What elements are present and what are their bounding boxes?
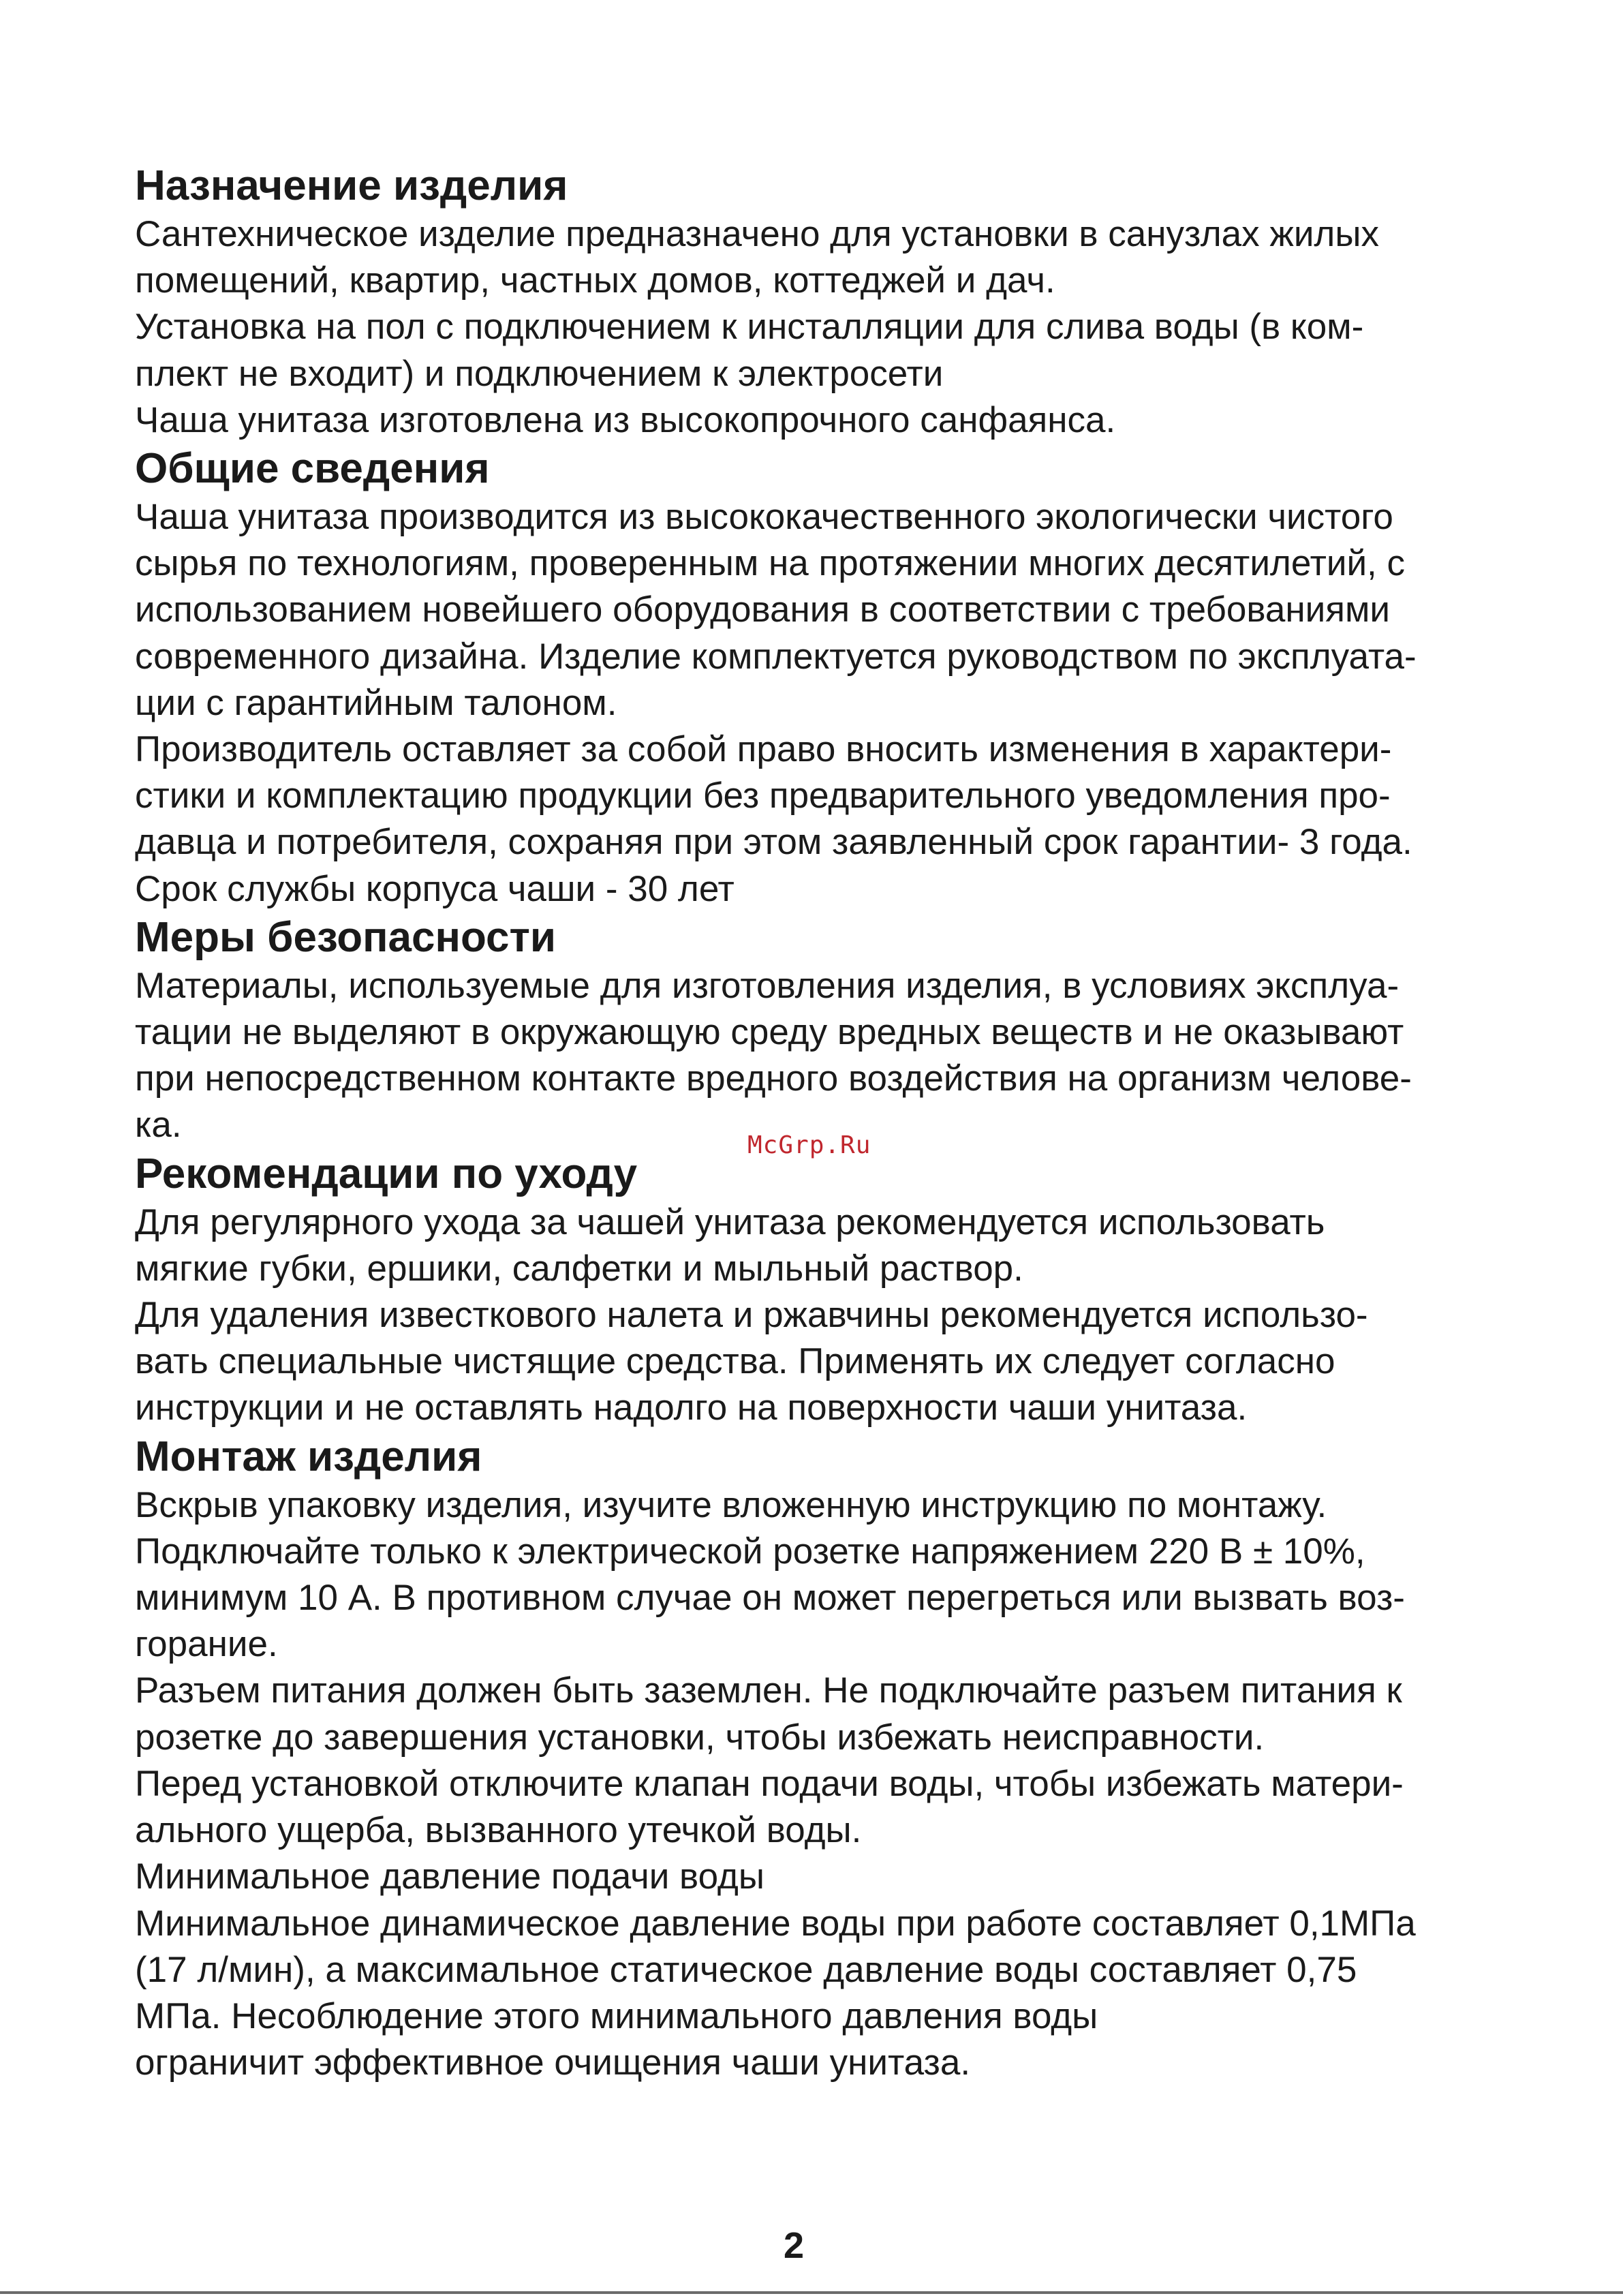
paragraph: Чаша унитаза изготовлена из высокопрочного санфаянса. [135,399,1116,440]
paragraph: Для регулярного ухода за чашей унитаза рекомендуется использовать мягкие губки, ершики, салфетки и мыльный раствор. [135,1201,1325,1289]
section-safety [135,913,1525,1149]
paragraph: Минимальное динамическое давление воды при работе составляет 0,1МПа (17 л/мин), а максимальное статическое давление воды составляет 0,75 МПа. Несоблюдение этого минимального давления воды ограничит эффективное очищения чаши унитаза. [135,1903,1416,2083]
section-title: Общие сведения [135,445,490,493]
section-title: Рекомендации по уходу [135,1150,638,1197]
paragraph: Чаша унитаза производится из высококачественного экологически чистого сырья по технологиям, проверенным на протяжении многих десятилетий, с использованием новейшего оборудования в соответствии с требованиями современного дизайна. Изделие комплектуется руководством по эксплуата- ции с гарантийным талоном. [135,497,1417,723]
paragraph: Разъем питания должен быть заземлен. Не подключайте разъем питания к розетке до завершения установки, чтобы избежать неисправности. [135,1670,1402,1758]
section-installation [135,1432,1525,2087]
section-title: Назначение изделия [135,162,568,209]
bottom-divider [0,2291,1623,2294]
paragraph: Производитель оставляет за собой право вносить изменения в характери- стики и комплектацию продукции без предварительного уведомления про- давца и потребителя, сохраняя при этом заявленный срок гарантии- 3 года. [135,729,1412,863]
paragraph: Материалы, используемые для изготовления изделия, в условиях эксплуа- тации не выделяют в окружающую среду вредных веществ и не оказывают при непосредственном контакте вредного воздействия на организм челове- ка. [135,965,1412,1146]
paragraph: Подключайте только к электрической розетке напряжением 220 В ± 10%, минимум 10 А. В противном случае он может перегреться или вызвать воз- горание. [135,1531,1405,1665]
section-title: Монтаж изделия [135,1433,482,1480]
document-body [135,161,1525,2086]
paragraph: Вскрыв упаковку изделия, изучите вложенную инструкцию по монтажу. [135,1484,1327,1525]
section-general-info [135,444,1525,913]
paragraph: Срок службы корпуса чаши - 30 лет [135,868,735,909]
paragraph: Минимальное давление подачи воды [135,1856,764,1897]
section-care [135,1149,1525,1432]
paragraph: Перед установкой отключите клапан подачи воды, чтобы избежать матери- ального ущерба, вызванного утечкой воды. [135,1763,1404,1851]
watermark-link[interactable]: McGrp.Ru [747,1131,871,1159]
page-number: 2 [783,2225,805,2266]
paragraph: Для удаления известкового налета и ржавчины рекомендуется использо- вать специальные чистящие средства. Применять их следует согласно инструкции и не оставлять надолго на поверхности чаши унитаза. [135,1295,1368,1428]
paragraph: Установка на пол с подключением к инсталляции для слива воды (в ком- плект не входит) и подключением к электросети [135,307,1364,394]
paragraph: Сантехническое изделие предназначено для установки в санузлах жилых помещений, квартир, частных домов, коттеджей и дач. [135,214,1379,301]
section-title: Меры безопасности [135,913,556,961]
section-purpose [135,161,1525,444]
